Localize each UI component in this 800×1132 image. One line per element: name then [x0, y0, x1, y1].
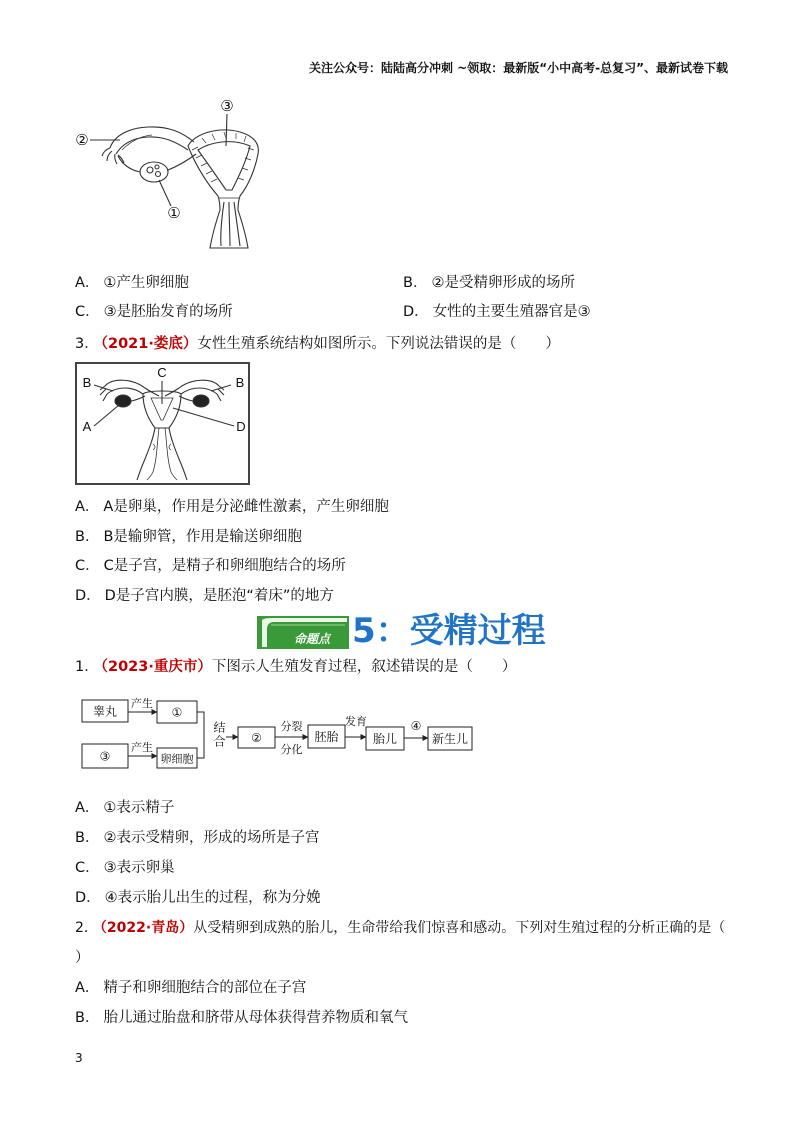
option-text: ②表示受精卵，形成的场所是子宫 — [103, 830, 320, 846]
section-badge — [257, 616, 349, 649]
question-2-option-a — [75, 978, 306, 998]
flow-label-node-4: ④ — [410, 719, 422, 733]
option-letter: A． — [75, 800, 100, 816]
question-1-option-b — [75, 828, 319, 848]
question-source: （2022·青岛） — [99, 920, 194, 936]
option-letter: D． — [403, 304, 429, 320]
option-text: ①表示精子 — [103, 800, 175, 816]
question-2-stem-end: ） — [75, 950, 90, 966]
option-text: D是子宫内膜，是胚泡“着床”的地方 — [104, 588, 334, 604]
option-letter: A． — [75, 275, 100, 291]
flow-label-node-3: ③ — [99, 749, 111, 764]
option-text: ③是胚胎发育的场所 — [103, 304, 233, 320]
option-letter: B． — [75, 830, 100, 846]
question-1-option-a — [75, 798, 174, 818]
option-text: B是输卵管，作用是输送卵细胞 — [103, 529, 302, 545]
header-notice: 关注公众号：陆陆高分冲刺 ~领取：最新版“小中高考-总复习”、最新试卷下载 — [309, 61, 728, 75]
option-text: ③表示卵巢 — [103, 860, 175, 876]
section-badge-label: 命题点 — [293, 632, 331, 646]
flow-combine-bracket — [197, 712, 204, 758]
option-letter: D． — [75, 890, 101, 906]
prev-option-b — [403, 273, 575, 293]
question-3-option-b — [75, 527, 302, 547]
flow-label-fetus: 胎儿 — [372, 732, 398, 746]
question-text: 下图示人生殖发育过程，叙述错误的是（ ） — [211, 659, 517, 675]
option-letter: C． — [75, 860, 100, 876]
question-number: 3． — [75, 336, 99, 352]
prev-option-d — [403, 302, 591, 322]
female-reproductive-system-figure-2 — [75, 362, 250, 485]
prev-option-a — [75, 273, 189, 293]
question-number: 2． — [75, 920, 98, 936]
question-3-option-d — [75, 586, 334, 606]
option-text: 精子和卵细胞结合的部位在子宫 — [103, 980, 307, 996]
figure-2-label-b-right: B — [235, 375, 245, 390]
flow-label-newborn: 新生儿 — [431, 732, 469, 746]
prev-option-c — [75, 302, 233, 322]
flowchart-drawing — [75, 692, 485, 774]
option-letter: C． — [75, 558, 100, 574]
figure-1-label-2: ② — [75, 131, 89, 149]
flow-label-node-1: ① — [171, 705, 183, 720]
question-number: 1． — [75, 659, 99, 675]
flow-label-embryo: 胚胎 — [314, 730, 339, 744]
question-source: （2023·重庆市） — [100, 659, 212, 675]
page-number: 3 — [75, 1051, 83, 1065]
reproduction-process-flowchart — [75, 692, 485, 774]
flow-label-produce-bottom: 产生 — [131, 741, 153, 754]
flow-label-testis: 睾丸 — [92, 704, 118, 719]
option-text: ④表示胎儿出生的过程，称为分娩 — [104, 890, 321, 906]
question-text: 女性生殖系统结构如图所示。下列说法错误的是（ ） — [197, 336, 560, 352]
option-letter: B． — [75, 1010, 100, 1026]
flow-label-combine: 结合 — [212, 721, 226, 749]
figure-1-label-3: ③ — [220, 97, 234, 115]
option-text: A是卵巢，作用是分泌雌性激素，产生卵细胞 — [103, 499, 389, 515]
option-letter: C． — [75, 304, 100, 320]
flow-label-develop: 发育 — [345, 715, 367, 728]
question-1-option-c — [75, 858, 175, 878]
figure-2-label-c: C — [157, 365, 167, 380]
flow-label-divide: 分裂 — [280, 720, 303, 733]
option-letter: B． — [75, 529, 100, 545]
figure-2-label-b-left: B — [82, 375, 92, 390]
option-text: ①产生卵细胞 — [103, 275, 189, 291]
figure-1-label-1: ① — [167, 204, 181, 222]
question-1-option-d — [75, 888, 321, 908]
option-letter: A． — [75, 499, 100, 515]
option-text: 女性的主要生殖器官是③ — [432, 304, 591, 320]
option-letter: D． — [75, 588, 101, 604]
figure-2-label-d: D — [236, 419, 246, 434]
flow-label-egg-cell: 卵细胞 — [160, 752, 194, 766]
option-text: ②是受精卵形成的场所 — [431, 275, 575, 291]
question-3-stem — [75, 334, 560, 354]
figure-2-drawing — [77, 364, 248, 483]
question-2-option-b — [75, 1008, 408, 1028]
flow-label-differentiate: 分化 — [280, 743, 303, 756]
option-text: 胎儿通过胎盘和脐带从母体获得营养物质和氧气 — [103, 1010, 408, 1026]
option-text: C是子宫，是精子和卵细胞结合的场所 — [103, 558, 346, 574]
section-title: 5：受精过程 — [352, 611, 546, 651]
female-reproductive-system-figure-1 — [70, 90, 260, 250]
question-3-option-c — [75, 556, 346, 576]
figure-2-label-a: A — [82, 419, 92, 434]
flow-label-node-2: ② — [251, 731, 262, 745]
question-text: 从受精卵到成熟的胎儿，生命带给我们惊喜和感动。下列对生殖过程的分析正确的是（ — [193, 920, 726, 936]
question-2-stem — [75, 918, 725, 938]
question-1-stem — [75, 657, 516, 677]
question-source: （2021·娄底） — [100, 336, 198, 352]
option-letter: A． — [75, 980, 100, 996]
option-letter: B． — [403, 275, 428, 291]
flow-label-produce-top: 产生 — [131, 697, 153, 710]
question-3-option-a — [75, 497, 389, 517]
